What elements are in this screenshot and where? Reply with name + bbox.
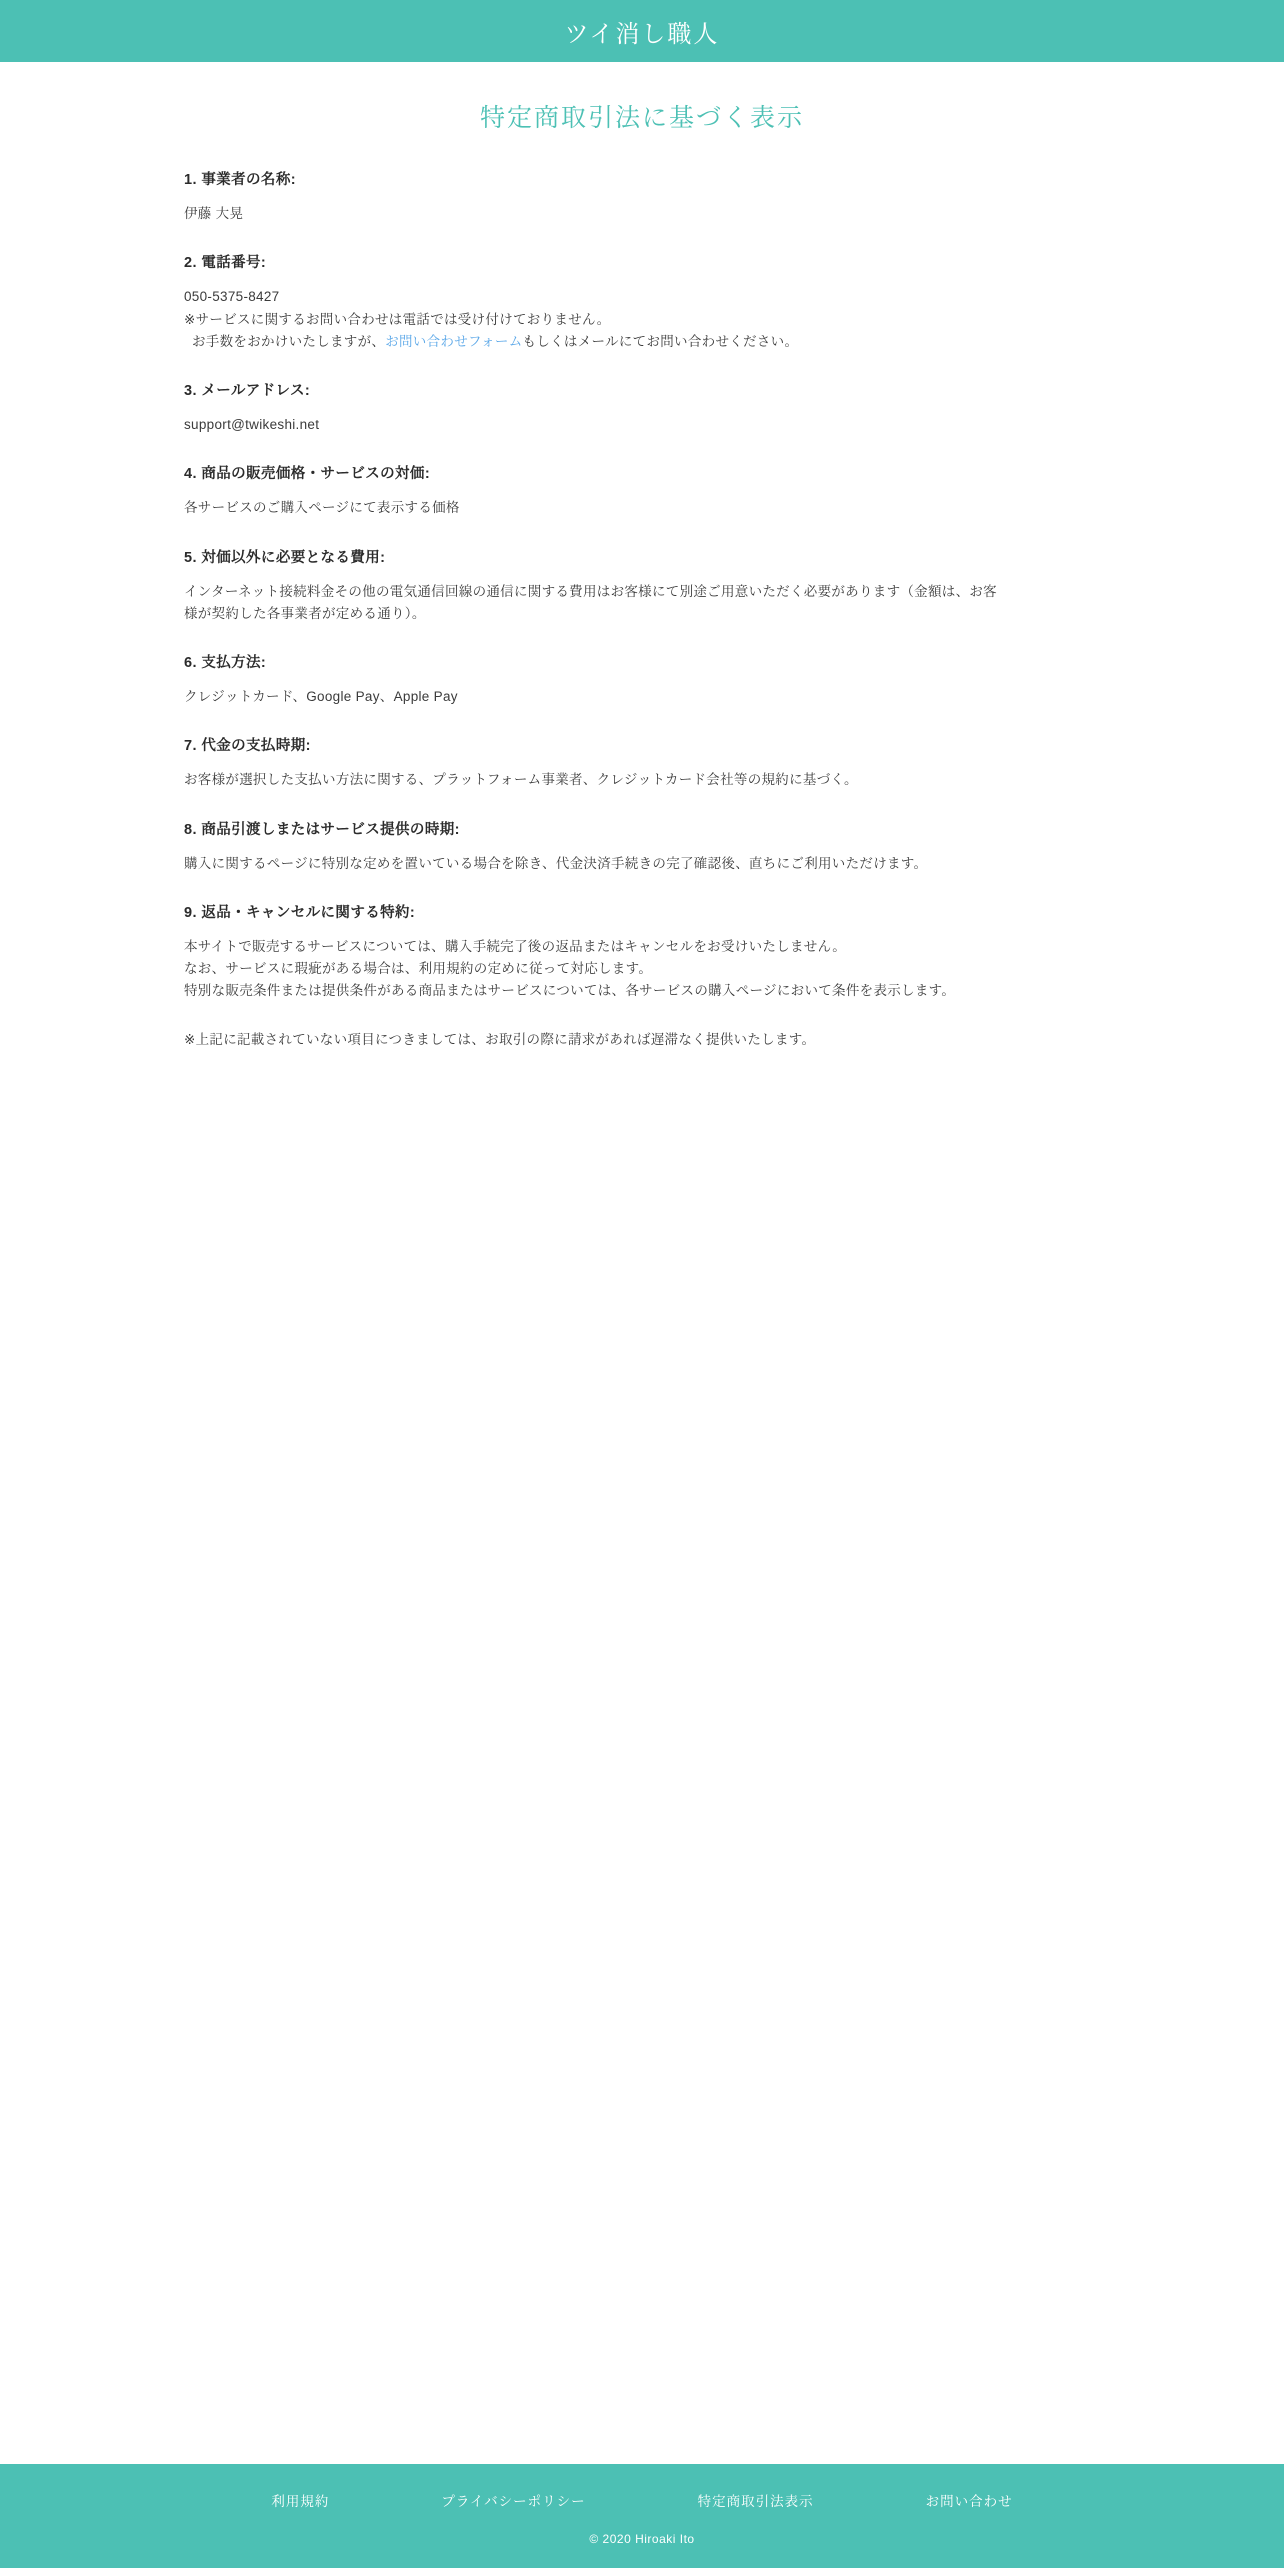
section-heading: 5. 対価以外に必要となる費用: (184, 549, 386, 566)
section-delivery-timing (184, 818, 1172, 875)
contact-form-link[interactable]: お問い合わせフォーム (385, 333, 523, 349)
section-line: ※サービスに関するお問い合わせは電話では受け付けておりません。 (184, 311, 611, 327)
section-body (184, 286, 1084, 353)
section-line: 様が契約した各事業者が定める通り）。 (184, 605, 426, 621)
section-heading: 9. 返品・キャンセルに関する特約: (184, 904, 416, 921)
section-body (184, 581, 1084, 626)
section-heading: 4. 商品の販売価格・サービスの対価: (184, 466, 431, 483)
contact-prefix-text: お手数をおかけいたしますが、 (192, 333, 386, 349)
section-payment-method (184, 651, 1172, 708)
section-line: 特別な販売条件または提供条件がある商品またはサービスについては、各サービスの購入ページにおいて条件を表示します。 (184, 983, 956, 999)
section-price (184, 462, 1172, 519)
footer-link-contact[interactable]: お問い合わせ (925, 2494, 1013, 2509)
section-body (184, 853, 1084, 875)
section-line: インターネット接続料金その他の電気通信回線の通信に関する費用はお客様にて別途ご用意いただく必要があります（金額は、お客 (184, 583, 997, 599)
section-heading: 2. 電話番号: (184, 255, 267, 272)
section-line: 本サイトで販売するサービスについては、購入手続完了後の返品またはキャンセルをお受けいたしません。 (184, 938, 846, 954)
section-body (184, 936, 1084, 1003)
section-line: なお、サービスに瑕疵がある場合は、利用規約の定めに従って対応します。 (184, 961, 653, 977)
footer-copyright: © 2020 Hiroaki Ito (589, 2532, 695, 2546)
section-body (184, 203, 1084, 225)
site-title: ツイ消し職人 (564, 20, 720, 48)
section-line: クレジットカード、Google Pay、Apple Pay (184, 689, 458, 705)
section-email (184, 379, 1172, 436)
site-footer (0, 2464, 1284, 2568)
section-line: 050-5375-8427 (184, 289, 280, 305)
footer-link-privacy[interactable]: プライバシーポリシー (441, 2494, 586, 2509)
section-heading: 8. 商品引渡しまたはサービス提供の時期: (184, 821, 460, 838)
section-heading: 1. 事業者の名称: (184, 172, 296, 188)
section-phone (184, 251, 1172, 353)
section-heading: 6. 支払方法: (184, 655, 267, 672)
sections-container (0, 168, 1284, 1051)
section-heading: 3. メールアドレス: (184, 383, 311, 400)
section-line-with-link (184, 331, 1084, 353)
section-body (184, 769, 1084, 791)
contact-suffix-text: もしくはメールにてお問い合わせください。 (522, 333, 799, 349)
section-line: 各サービスのご購入ページにて表示する価格 (184, 500, 460, 516)
footer-link-tokushoho[interactable]: 特定商取引法表示 (697, 2494, 814, 2509)
section-line: 購入に関するページに特別な定めを置いている場合を除き、代金決済手続きの完了確認後、直ちにご利用いただけます。 (184, 855, 928, 871)
main-content (0, 62, 1284, 2464)
page-title: 特定商取引法に基づく表示 (479, 104, 804, 132)
section-line: 伊藤 大晃 (184, 206, 244, 221)
section-body (184, 497, 1084, 519)
footer-links (0, 2490, 1284, 2510)
footer-link-terms[interactable]: 利用規約 (271, 2494, 330, 2509)
section-returns-policy (184, 901, 1172, 1003)
site-header (0, 0, 1284, 62)
section-body (184, 686, 1084, 708)
section-payment-timing (184, 734, 1172, 791)
section-line: お客様が選択した支払い方法に関する、プラットフォーム事業者、クレジットカード会社等の規約に基づく。 (184, 772, 858, 788)
section-additional-cost (184, 546, 1172, 626)
section-body (184, 414, 1084, 436)
section-heading: 7. 代金の支払時期: (184, 738, 311, 755)
section-line: support@twikeshi.net (184, 417, 320, 433)
footnote-text: ※上記に記載されていない項目につきましては、お取引の際に請求があれば遅滞なく提供いたします。 (184, 1031, 816, 1047)
section-business-name (184, 168, 1172, 225)
